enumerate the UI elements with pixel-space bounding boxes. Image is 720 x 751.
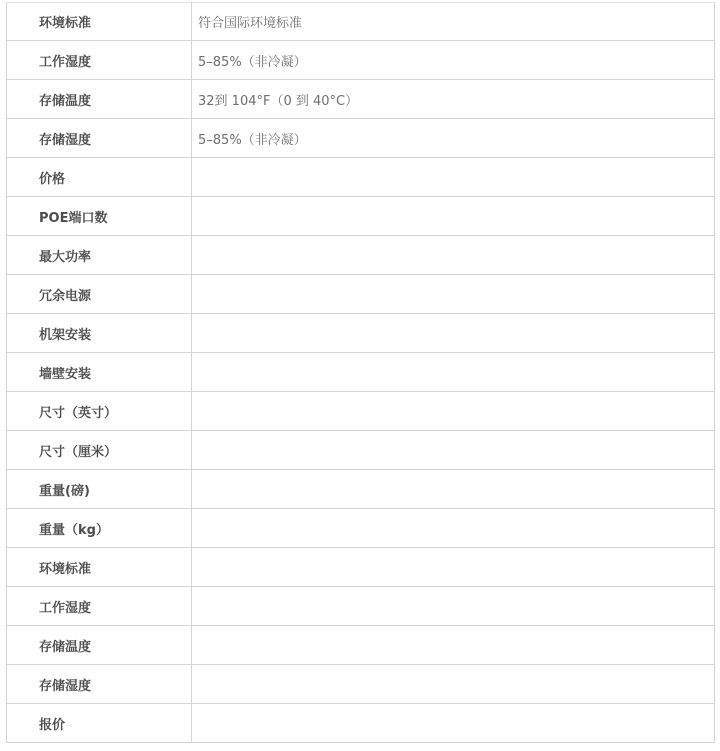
spec-value: 5–85%（非冷凝） — [192, 119, 715, 158]
spec-label: 工作湿度 — [7, 587, 192, 626]
spec-label: 工作湿度 — [7, 41, 192, 80]
spec-label: 尺寸（英寸） — [7, 392, 192, 431]
table-row — [7, 197, 715, 236]
table-row — [7, 158, 715, 197]
spec-value — [192, 158, 715, 197]
spec-value — [192, 353, 715, 392]
spec-value — [192, 626, 715, 665]
table-row — [7, 431, 715, 470]
spec-label: 价格 — [7, 158, 192, 197]
spec-value: 32到 104°F（0 到 40°C） — [192, 80, 715, 119]
spec-label: 最大功率 — [7, 236, 192, 275]
table-row — [7, 314, 715, 353]
table-row — [7, 665, 715, 704]
spec-value: 符合国际环境标准 — [192, 3, 715, 41]
spec-label: 报价 — [7, 704, 192, 743]
spec-value — [192, 704, 715, 743]
spec-label: 环境标准 — [7, 3, 192, 41]
table-row — [7, 587, 715, 626]
table-row — [7, 392, 715, 431]
spec-value — [192, 392, 715, 431]
spec-label: 存储湿度 — [7, 665, 192, 704]
table-row — [7, 704, 715, 743]
table-row — [7, 119, 715, 158]
spec-label: 冗余电源 — [7, 275, 192, 314]
spec-table — [6, 2, 715, 743]
table-row — [7, 41, 715, 80]
table-row — [7, 509, 715, 548]
table-row — [7, 548, 715, 587]
table-row — [7, 236, 715, 275]
spec-value — [192, 314, 715, 353]
spec-label: 机架安装 — [7, 314, 192, 353]
spec-value — [192, 470, 715, 509]
table-row — [7, 3, 715, 41]
table-row — [7, 626, 715, 665]
table-row — [7, 470, 715, 509]
spec-label: POE端口数 — [7, 197, 192, 236]
spec-label: 环境标准 — [7, 548, 192, 587]
spec-value — [192, 587, 715, 626]
table-row — [7, 80, 715, 119]
table-row — [7, 353, 715, 392]
table-row — [7, 275, 715, 314]
spec-label: 存储温度 — [7, 80, 192, 119]
spec-label: 重量(磅) — [7, 470, 192, 509]
spec-label: 墙壁安装 — [7, 353, 192, 392]
spec-label: 重量（kg） — [7, 509, 192, 548]
spec-label: 存储湿度 — [7, 119, 192, 158]
spec-label: 存储温度 — [7, 626, 192, 665]
spec-value — [192, 548, 715, 587]
spec-value — [192, 275, 715, 314]
spec-value — [192, 197, 715, 236]
spec-label: 尺寸（厘米） — [7, 431, 192, 470]
spec-value — [192, 665, 715, 704]
spec-value: 5–85%（非冷凝） — [192, 41, 715, 80]
spec-value — [192, 236, 715, 275]
spec-value — [192, 509, 715, 548]
spec-value — [192, 431, 715, 470]
